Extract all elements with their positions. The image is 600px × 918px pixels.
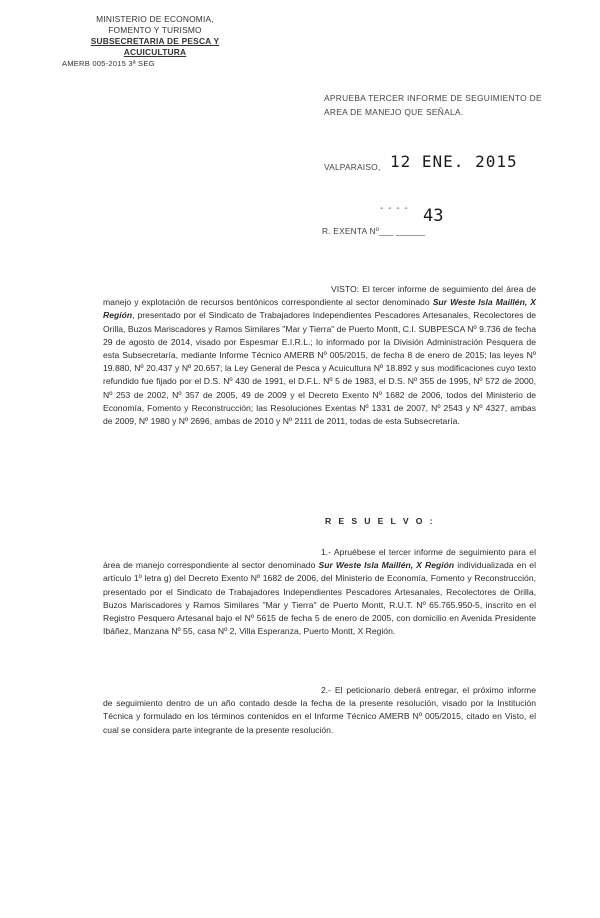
visto-text-a: VISTO: El tercer informe de seguimiento del área de manejo y explotación de recursos bentónicos correspondiente al sector denominado	[103, 284, 536, 308]
date-stamp: 12 ENE. 2015	[390, 152, 518, 171]
visto-text-b: , presentado por el Sindicato de Trabajadores Independientes Pescadores Artesanales, Recolectores de Orilla, Buzos Mariscadores y Ramos Similares "Mar y Tierra" de Puerto Montt, C.I. SUBPESCA Nº 9.736 de fecha 29 de agosto de 2014, visado por Espesmar E.I.R.L.; lo informado por la División Administración Pesquera de esta Subsecretaría, mediante Informe Técnico AMERB Nº 005/2015, de fecha 8 de enero de 2015; las leyes Nº 19.880, Nº 20.437 y Nº 20.657; la Ley General de Pesca y Acuicultura Nº 18.892 y sus modificaciones cuyo texto refundido fue fijado por el D.S. Nº 430 de 1991, el D.F.L. Nº 5 de 1983, el D.S. Nº 355 de 1995, Nº 572 de 2000, Nº 253 de 2002, Nº 357 de 2005, 49 de 2009 y el Decreto Exento Nº 1682 de 2006, todos del Ministerio de Economía, Fomento y Reconstrucción; las Resoluciones Exentas Nº 1331 de 2007, Nº 2543 y Nº 4327, ambas de 2009, Nº 1980 y Nº 2696, ambas de 2010 y Nº 2111 de 2011, todas de esta Subsecretaría.	[103, 310, 536, 427]
reference-code: AMERB 005-2015 3ª SEG	[62, 59, 155, 68]
ministry-line-1: MINISTERIO DE ECONOMIA,	[96, 14, 214, 24]
exenta-label: R. EXENTA Nº___ ______	[322, 226, 426, 236]
article-1-text-b: individualizada en el artículo 1º letra g) del Decreto Exento Nº 1682 de 2006, del Ministerio de Economía, Fomento y Reconstrucción, presentado por el Sindicato de Trabajadores Independientes Pescadores Artesanales, Recolectores de Orilla, Buzos Mariscadores y Ramos Similares "Mar y Tierra" de Puerto Montt, R.U.T. Nº 65.765.950-5, inscrito en el Registro Pesquero Artesanal bajo el Nº 5615 de fecha 5 de enero de 2005, con domicilio en Avenida Presidente Ibáñez, Manzana Nº 55, casa Nº 2, Villa Esperanza, Puerto Montt, X Región.	[103, 560, 536, 637]
visto-paragraph	[103, 283, 536, 428]
number-dashes: - - - -	[380, 203, 409, 214]
article-1-text-a: 1.- Apruébese el tercer informe de seguimiento para el área de manejo correspondiente al sector denominado	[103, 547, 536, 571]
ministry-header	[60, 14, 250, 69]
article-1-paragraph	[103, 546, 536, 638]
resolution-subject: APRUEBA TERCER INFORME DE SEGUIMIENTO DE AREA DE MANEJO QUE SEÑALA.	[324, 93, 542, 117]
article-1-sector-name: Sur Weste Isla Maillén, X Región	[318, 560, 455, 571]
resolution-number-stamp: 43	[423, 206, 444, 226]
city-label: VALPARAISO,	[324, 162, 381, 172]
visto-sector-name: Sur Weste Isla Maillén, X Región	[103, 297, 536, 321]
article-2-paragraph: 2.- El peticionario deberá entregar, el próximo informe de seguimiento dentro de un año contado desde la fecha de la presente resolución, visado por la Institución Técnica y formulado en los términos contenidos en el Informe Técnico AMERB Nº 005/2015, citado en Visto, el cual se considera parte integrante de la presente resolución.	[103, 685, 536, 735]
ministry-line-2: FOMENTO Y TURISMO	[108, 25, 202, 35]
subsecretaria-line: SUBSECRETARIA DE PESCA Y ACUICULTURA	[90, 36, 220, 57]
resuelvo-heading: R E S U E L V O :	[325, 516, 435, 526]
